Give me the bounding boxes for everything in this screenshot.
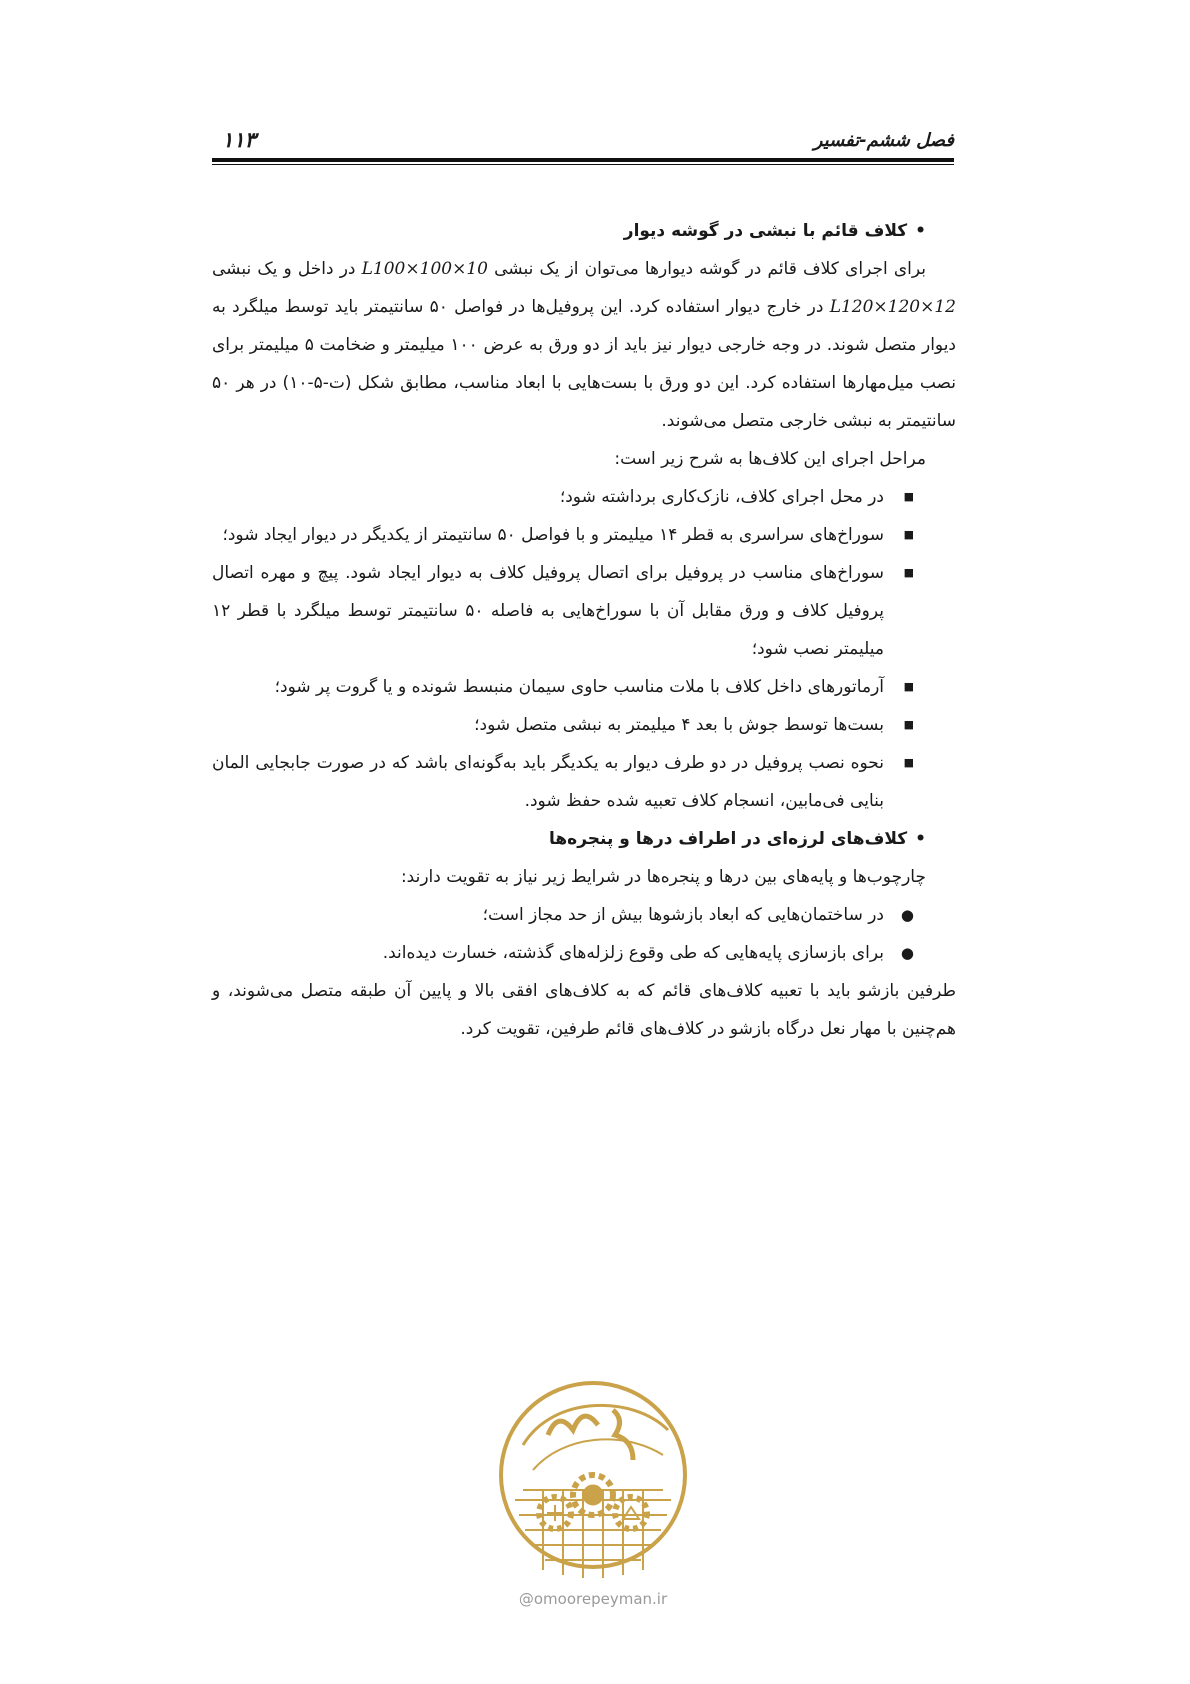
watermark-url: @omoorepeyman.ir	[518, 1590, 668, 1608]
watermark-logo	[493, 1375, 693, 1625]
section-heading-corner-frame	[212, 212, 956, 250]
paragraph-closing: طرفین بازشو باید با تعبیه کلاف‌های قائم که به کلاف‌های افقی بالا و پایین آن طبقه متصل می‌شوند، و هم‌چنین با مهار نعل درگاه بازشو در کلاف‌های قائم طرفین، تقویت کرد.	[212, 981, 956, 1039]
page-body	[212, 212, 956, 1048]
heading-text: کلاف قائم با نبشی در گوشه دیوار	[623, 221, 908, 241]
heading-bullet-icon: •	[915, 829, 926, 849]
list-item-text: در ساختمان‌هایی که ابعاد بازشوها بیش از حد مجاز است؛	[482, 905, 884, 925]
profile-spec-outer: L120×120×12	[829, 297, 956, 317]
square-bullet-icon: ■	[903, 718, 914, 731]
list-item	[212, 554, 956, 668]
list-item-text: سوراخ‌های مناسب در پروفیل برای اتصال پروفیل کلاف به دیوار ایجاد شود. پیچ و مهره اتصال پروفیل کلاف و ورق مقابل آن با سوراخ‌هایی به فاصله ۵۰ سانتیمتر توسط میلگرد با قطر ۱۲ میلیمتر نصب شود؛	[212, 563, 884, 659]
list-item-text: برای بازسازی پایه‌هایی که طی وقوع زلزله‌های گذشته، خسارت دیده‌اند.	[382, 943, 884, 963]
list-item	[212, 896, 956, 934]
round-bullet-icon: ●	[900, 906, 914, 924]
section-heading-openings	[212, 820, 956, 858]
heading-bullet-icon: •	[915, 221, 926, 241]
page-number: ۱۱۳	[222, 128, 256, 152]
header-rule-thick	[212, 158, 954, 162]
square-bullet-icon: ■	[903, 680, 914, 693]
list-item-text: نحوه نصب پروفیل در دو طرف دیوار به یکدیگر باید به‌گونه‌ای باشد که در صورت جابجایی المان بنایی فی‌مابین، انسجام کلاف تعبیه شده حفظ شود.	[212, 753, 884, 811]
paragraph-text: برای اجرای کلاف قائم در گوشه دیوارها می‌توان از یک نبشی	[487, 259, 927, 279]
paragraph-text: در خارج دیوار استفاده کرد. این پروفیل‌ها در فواصل ۵۰ سانتیمتر باید توسط میلگرد به دیوار متصل شوند. در وجه خارجی دیوار نیز باید از دو ورق به عرض ۱۰۰ میلیمتر و ضخامت ۵ میلیمتر برای نصب میل‌مهارها استفاده کرد. این دو ورق با بست‌هایی با ابعاد مناسب، مطابق شکل (ت-۵-۱۰) در هر ۵۰ سانتیمتر به نبشی خارجی متصل می‌شوند.	[212, 297, 957, 431]
list-item-text: در محل اجرای کلاف، نازک‌کاری برداشته شود؛	[559, 487, 884, 507]
square-bullet-icon: ■	[903, 490, 914, 503]
list-item-text: بست‌ها توسط جوش با بعد ۴ میلیمتر به نبشی متصل شود؛	[474, 715, 884, 735]
list-item	[212, 706, 956, 744]
chapter-title: فصل ششم-تفسیر	[813, 130, 954, 151]
square-bullet-icon: ■	[903, 566, 914, 579]
heading-text: کلاف‌های لرزه‌ای در اطراف درها و پنجره‌ها	[549, 829, 908, 849]
paragraph-openings-intro: چارچوب‌ها و پایه‌های بین درها و پنجره‌ها در شرایط زیر نیاز به تقویت دارند:	[400, 867, 926, 887]
conditions-list	[212, 896, 956, 972]
paragraph-steps-intro: مراحل اجرای این کلاف‌ها به شرح زیر است:	[614, 449, 926, 469]
list-item-text: سوراخ‌های سراسری به قطر ۱۴ میلیمتر و با فواصل ۵۰ سانتیمتر از یکدیگر در دیوار ایجاد شود؛	[222, 525, 884, 545]
header-rule-thin	[212, 164, 954, 165]
steps-list	[212, 478, 956, 820]
paragraph-text: در داخل و یک نبشی	[212, 259, 362, 279]
list-item	[212, 478, 956, 516]
square-bullet-icon: ■	[903, 756, 914, 769]
list-item-text: آرماتورهای داخل کلاف با ملات مناسب حاوی سیمان منبسط شونده و یا گروت پر شود؛	[274, 677, 884, 697]
square-bullet-icon: ■	[903, 528, 914, 541]
list-item	[212, 668, 956, 706]
round-bullet-icon: ●	[900, 944, 914, 962]
page-header	[212, 128, 954, 164]
list-item	[212, 934, 956, 972]
list-item	[212, 744, 956, 820]
profile-spec-inner: L100×100×10	[361, 259, 488, 279]
list-item	[212, 516, 956, 554]
gear-logo-icon	[493, 1375, 693, 1585]
paragraph-corner-frame	[212, 250, 956, 440]
